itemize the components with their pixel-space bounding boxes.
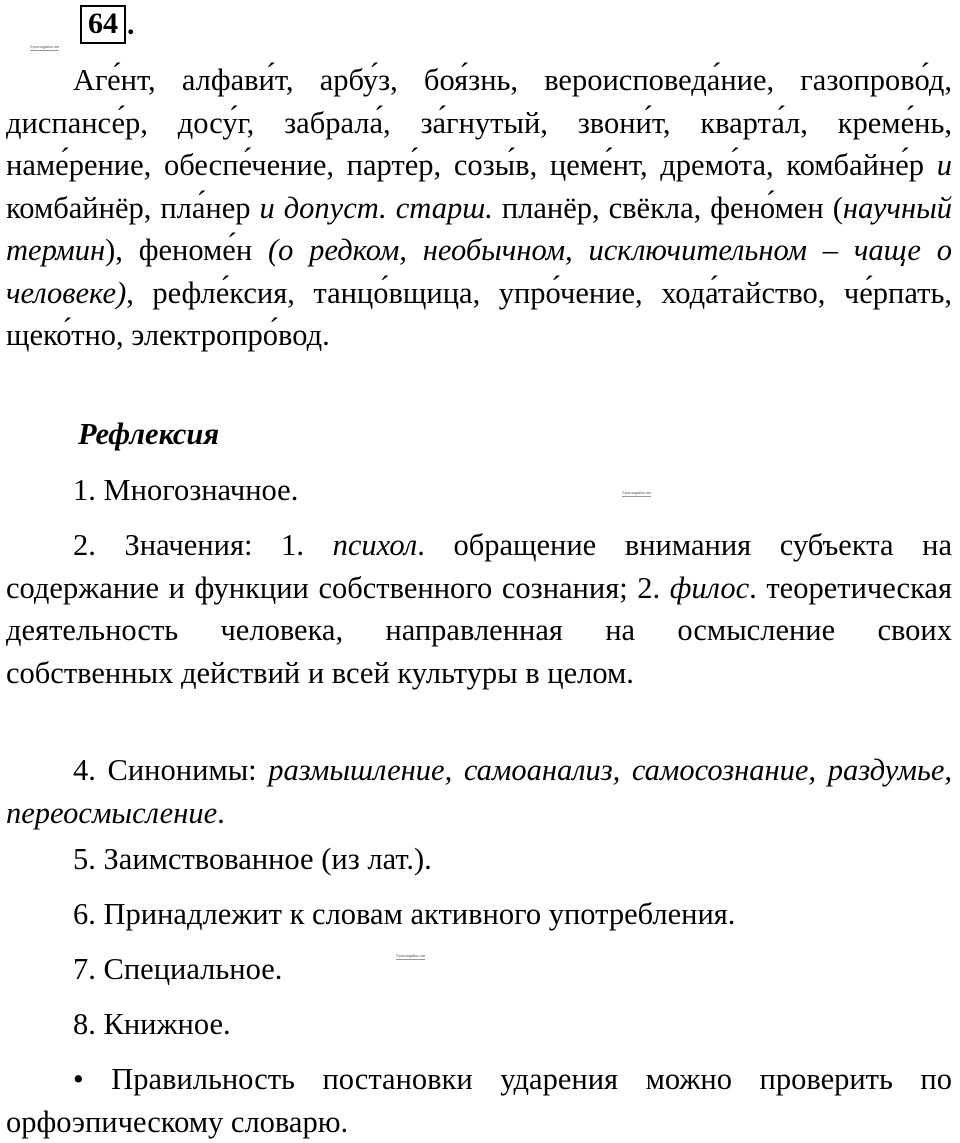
stress-words-text: , рефле́ксия, танцо́вщица, упро́чение, хода́тайство, че́рпать, щеко́тно, электропро́вод.	[6, 275, 952, 352]
exercise-number	[80, 4, 135, 44]
reflexia-item-5: 5. Заимствованное (из лат.).	[73, 842, 432, 876]
item-text: 2. Значения: 1.	[73, 528, 333, 562]
synonyms-list: размышление, самоанализ, самосознание, раздумье, переосмысление	[6, 753, 953, 830]
bullet-note: • Правильность постановки ударения можно проверить по орфоэпическому словарю.	[6, 1062, 952, 1139]
stress-words-paragraph	[6, 59, 952, 357]
stress-words-text: ), феноме́н	[105, 233, 268, 267]
item-text: . теоретическая деятельность человека, направленная на осмысление своих собственных действий и всей культуры в целом.	[6, 570, 953, 690]
reflexia-item-4	[6, 749, 952, 834]
reflexia-item-6: 6. Принадлежит к словам активного употребления.	[73, 897, 736, 931]
item-text: .	[217, 795, 225, 830]
watermark: ©pomogalka.me	[622, 490, 652, 495]
stress-words-text: планёр, свёкла, фено́мен (	[492, 190, 843, 225]
watermark: ©pomogalka.me	[30, 44, 60, 49]
stress-words-text: Аге́нт, алфави́т, арбу́з, боя́знь, вероисповеда́ние, газопрово́д, диспансе́р, досу́г, забрала́, за́гнутый, звони́т, кварта́л, креме́нь, наме́рение, обеспе́чение, парте́р, созы́в, цеме́нт, дремо́та, комбайне́р	[6, 63, 952, 182]
watermark: ©pomogalka.me	[396, 953, 426, 958]
italic-note: психол	[332, 528, 418, 562]
reflexia-item-7: 7. Специальное.	[73, 952, 283, 986]
item-text: . обращение внимания субъекта на содержание и функции собственного сознания; 2.	[6, 528, 952, 605]
reflexia-item-1: 1. Многозначное.	[73, 473, 299, 507]
reflexia-item-8: 8. Книжное.	[73, 1007, 231, 1041]
exercise-number-dot: .	[127, 8, 135, 41]
italic-note: и допуст. старш.	[259, 190, 493, 225]
italic-note: филос	[669, 570, 750, 605]
stress-words-text: комбайнёр, пла́нер	[6, 190, 260, 225]
italic-note: и	[936, 148, 952, 182]
exercise-number-box: 64	[80, 5, 126, 44]
italic-note: (о редком, необычном, исключительном – чаще о человеке)	[6, 233, 952, 310]
italic-note: научный термин	[6, 190, 952, 267]
reflexia-title: Рефлексия	[78, 417, 220, 451]
item-text: 4. Синонимы:	[73, 753, 269, 787]
reflexia-item-2	[6, 524, 952, 694]
